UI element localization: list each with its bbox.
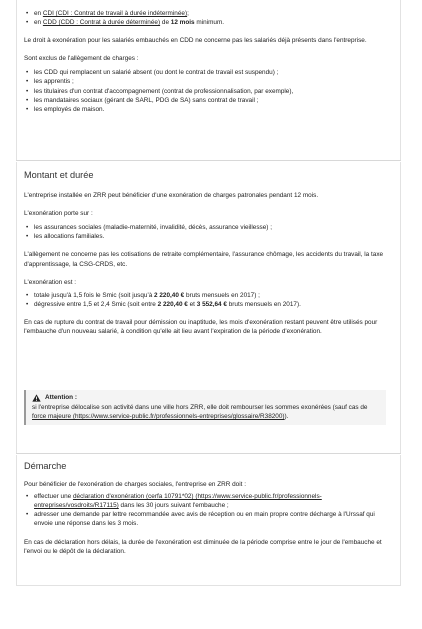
list-item: • les apprentis ; (34, 77, 392, 86)
excluded-intro: Sont exclus de l'allègement de charges : (24, 55, 139, 63)
exo-is-label: L'exonération est : (24, 278, 77, 286)
list-item: • totale jusqu'à 1,5 fois le Smic (soit jusqu'à 2 220,40 € bruts mensuels en 2017) ; (34, 291, 392, 300)
list-item: • les assurances sociales (maladie-maternité, invalidité, décès, assurance vieillesse) ; (34, 223, 392, 232)
list-item: • en CDD (CDD : Contrat à durée déterminée) de 12 mois minimum. (34, 18, 392, 27)
covers-intro: L'exonération porte sur : (24, 210, 93, 218)
attention-title: Attention : (32, 393, 380, 402)
force-majeure-link[interactable]: force majeure (https://www.service-public.fr/professionnels-entreprises/glossaire/R38200) (32, 413, 285, 421)
list-item: • les CDD qui remplacent un salarié absent (ou dont le contrat de travail est suspendu) ; (34, 68, 392, 77)
excluded-list (24, 68, 392, 113)
attention-box (24, 390, 386, 425)
cdd-link[interactable]: CDD (CDD : Contrat à durée déterminée) (42, 19, 161, 27)
demarche-list (24, 492, 392, 528)
montant-intro: L'entreprise installée en ZRR peut bénéficier d'une exonération de charges patronales pendant 12 mois. (24, 192, 319, 200)
contract-list (24, 9, 392, 27)
warning-icon (32, 394, 41, 402)
section-heading: Montant et durée (24, 170, 94, 180)
attention-text: si l'entreprise délocalise son activité dans une ville hors ZRR, elle doit rembourser les sommes exonérées (sauf cas de force majeure (https://www.service-public.fr/professionnels-entreprises/glossaire/R38200)). (32, 404, 368, 421)
not-concerned-text: L'allègement ne concerne pas les cotisations de retraite complémentaire, l'assurance chômage, les accidents du travail, la taxe d'apprentissage, la CSG-CRDS, etc. (24, 251, 384, 268)
rate-list (24, 291, 392, 309)
declaration-link[interactable]: déclaration d'exonération (cerfa 10791*02) (https://www.service-public.fr/professionnels-entreprises/vosdroits/R17115) (34, 493, 322, 510)
cdi-link[interactable]: CDI (CDI : Contrat de travail à durée indéterminée) (42, 10, 188, 17)
eligibility-block (16, 0, 401, 160)
list-item: • les allocations familiales. (34, 232, 392, 241)
demarche-intro: Pour bénéficier de l'exonération de charges sociales, l'entreprise en ZRR doit : (24, 481, 246, 489)
list-item: • dégressive entre 1,5 et 2,4 Smic (soit entre 2 220,40 € et 3 552,64 € bruts mensuels en 2017). (34, 300, 392, 309)
late-declaration-text: En cas de déclaration hors délais, la durée de l'exonération est diminuée de la période comprise entre le jour de l'embauche et l'envoi ou le dépôt de la déclaration. (24, 538, 382, 555)
list-item: • adresser une demande par lettre recommandée avec avis de réception ou en main propre contre décharge à l'Urssaf qui envoie une réponse dans les 3 mois. (34, 510, 392, 528)
list-item: • les employés de maison. (34, 105, 392, 114)
list-item: • les titulaires d'un contrat d'accompagnement (contrat de professionnalisation, par exemple), (34, 87, 392, 96)
list-item: • effectuer une déclaration d'exonération (cerfa 10791*02) (https://www.service-public.fr/professionnels-entreprises/vosdroits/R17115) dans les 30 jours suivant l'embauche ; (34, 492, 392, 510)
list-item: • les mandataires sociaux (gérant de SARL, PDG de SA) sans contrat de travail ; (34, 96, 392, 105)
no-exoneration-text: Le droit à exonération pour les salariés embauchés en CDD ne concerne pas les salariés déjà présents dans l'entreprise. (24, 37, 367, 45)
demarche-section (16, 455, 401, 586)
covers-list (24, 223, 392, 241)
rupture-text: En cas de rupture du contrat de travail pour démission ou inaptitude, les mois d'exonération restant peuvent être utilisés pour l'embauche d'un nouveau salarié, à condition qu'elle ait lieu avant l'expiration de la période d'exonération. (24, 318, 378, 335)
section-divider (16, 160, 401, 161)
section-divider (16, 453, 401, 454)
section-heading: Démarche (24, 461, 67, 471)
montant-section (16, 162, 401, 453)
list-item: • en CDI (CDI : Contrat de travail à durée indéterminée); (34, 9, 392, 18)
